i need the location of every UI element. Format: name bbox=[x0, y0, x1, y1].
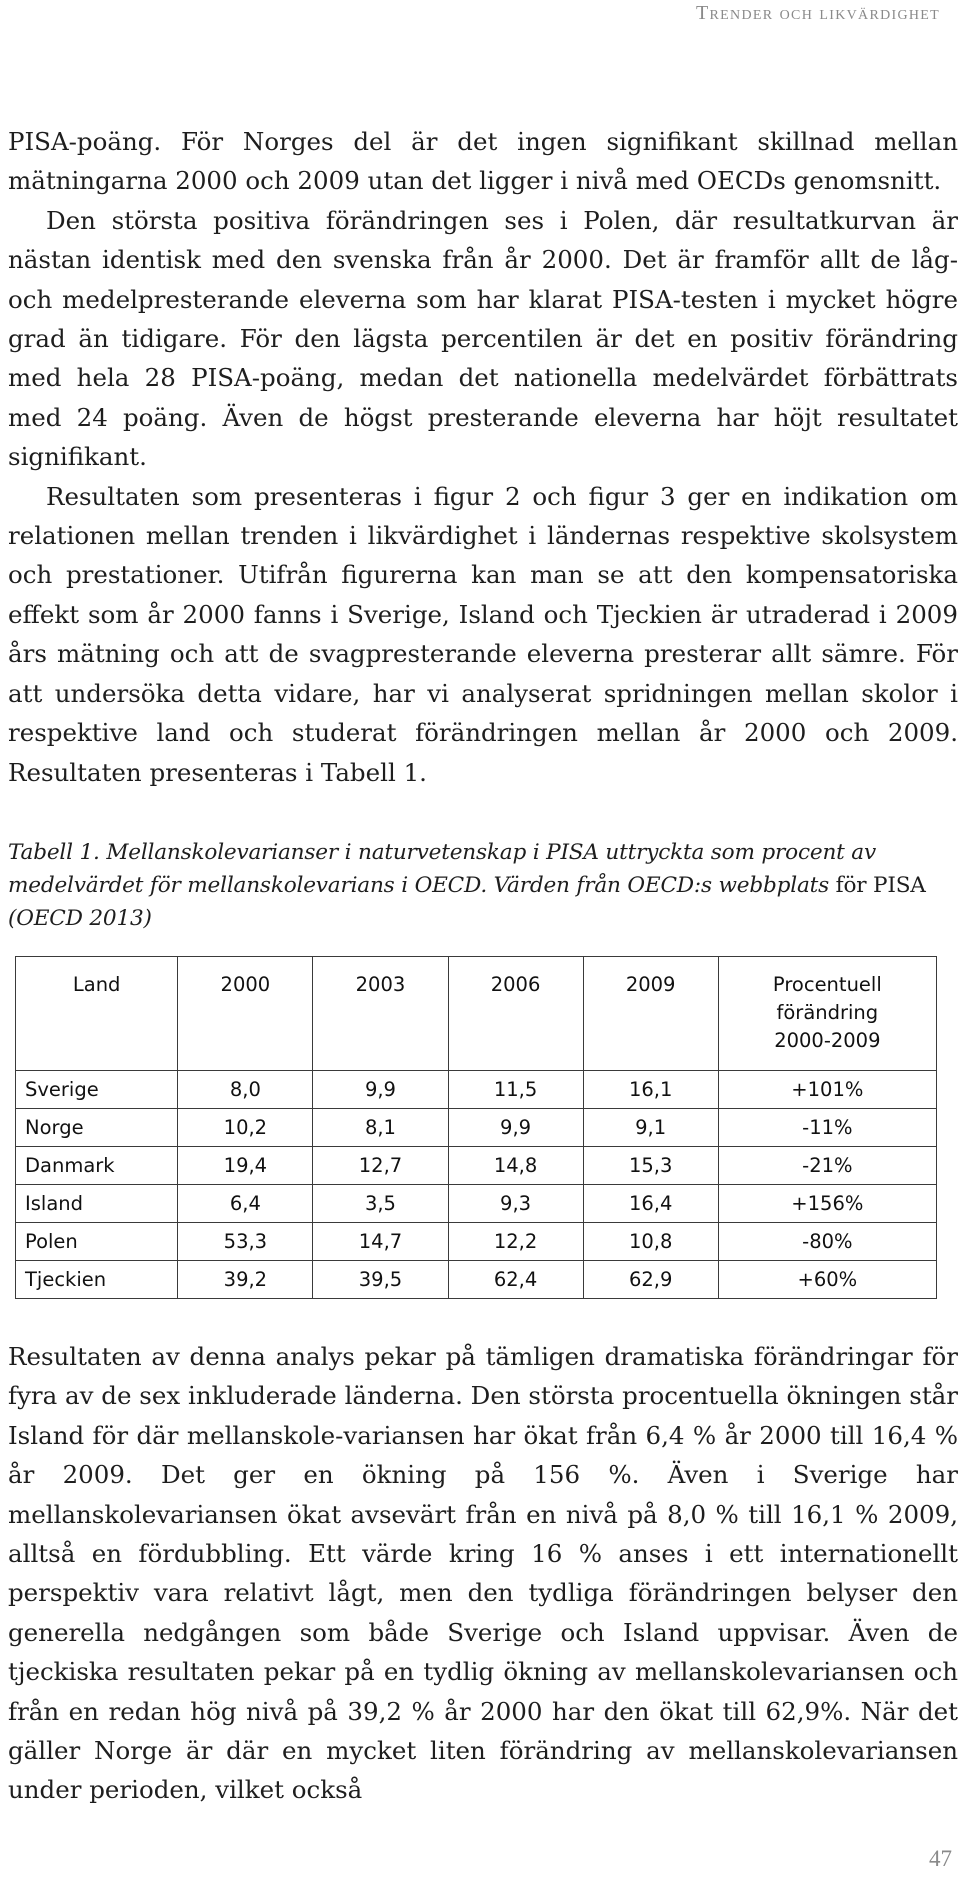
table-cell: +60% bbox=[718, 1261, 936, 1299]
paragraph: PISA-poäng. För Norges del är det ingen signifikant skillnad mellan mätningarna 2000 och 2009 utan det ligger i nivå med OECDs genomsnitt. bbox=[8, 127, 958, 196]
paragraph: Resultaten som presenteras i figur 2 och figur 3 ger en indikation om relationen mellan trenden i likvärdighet i ländernas respektive skolsystem och prestationer. Utifrån figurerna kan man se att den kompensatoriska effekt som år 2000 fanns i Sverige, Island och Tjeckien är utraderad i 2009 års mätning och att de svagpresterande eleverna presterar allt sämre. För att undersöka detta vidare, har vi analyserat spridningen mellan skolor i respektive land och studerat förändringen mellan år 2000 och 2009. Resultaten presenteras i Tabell 1. bbox=[8, 481, 958, 787]
table-cell: 62,4 bbox=[448, 1261, 583, 1299]
table-cell: 6,4 bbox=[178, 1185, 313, 1223]
table-cell: 14,8 bbox=[448, 1147, 583, 1185]
table-row bbox=[16, 1261, 937, 1299]
table-cell: 12,7 bbox=[313, 1147, 448, 1185]
caption-source: (OECD 2013) bbox=[8, 906, 152, 931]
table-cell: 3,5 bbox=[313, 1185, 448, 1223]
table-cell: 12,2 bbox=[448, 1223, 583, 1261]
table-cell: 39,2 bbox=[178, 1261, 313, 1299]
table-cell: 19,4 bbox=[178, 1147, 313, 1185]
table-cell: 14,7 bbox=[313, 1223, 448, 1261]
header-cell-change bbox=[718, 957, 936, 1071]
table-cell: 8,0 bbox=[178, 1071, 313, 1109]
table-cell: Tjeckien bbox=[16, 1261, 178, 1299]
table-cell: 10,8 bbox=[583, 1223, 718, 1261]
table-cell: 9,1 bbox=[583, 1109, 718, 1147]
paragraph: Resultaten av denna analys pekar på tämligen dramatiska förändringar för fyra av de sex inkluderade länderna. Den största procentuella ökningen står Island för där mellanskole-variansen har ökat från 6,4 % år 2000 till 16,4 % år 2009. Det ger en ökning på 156 %. Även i Sverige har mellanskolevariansen ökat avsevärt från en nivå på 8,0 % till 16,1 % 2009, alltså en fördubbling. Ett värde kring 16 % anses i ett internationellt perspektiv vara relativt lågt, men den tydliga förändringen belyser den generella nedgången som både Sverige och Island uppvisar. Även de tjeckiska resultaten pekar på en tydlig ökning av mellanskolevariansen och från en redan hög nivå på 39,2 % år 2000 har den ökat till 62,9%. När det gäller Norge är där en mycket liten förändring av mellanskolevariansen under perioden, vilket också bbox=[8, 1342, 958, 1805]
upper-body-text bbox=[8, 122, 958, 792]
table-cell: 9,3 bbox=[448, 1185, 583, 1223]
table-cell: 11,5 bbox=[448, 1071, 583, 1109]
caption-plain: för PISA bbox=[835, 873, 926, 898]
table-cell: Sverige bbox=[16, 1071, 178, 1109]
table-caption bbox=[8, 836, 958, 935]
header-cell-2003: 2003 bbox=[313, 957, 448, 1071]
table-row bbox=[16, 1223, 937, 1261]
table-cell: +101% bbox=[718, 1071, 936, 1109]
header-cell-2000: 2000 bbox=[178, 957, 313, 1071]
table-row bbox=[16, 1109, 937, 1147]
table-cell: +156% bbox=[718, 1185, 936, 1223]
table-cell: 39,5 bbox=[313, 1261, 448, 1299]
table-row bbox=[16, 1185, 937, 1223]
header-change-label: Procentuell förändring 2000-2009 bbox=[772, 973, 882, 1052]
table-cell: -11% bbox=[718, 1109, 936, 1147]
header-cell-land: Land bbox=[16, 957, 178, 1071]
header-cell-2006: 2006 bbox=[448, 957, 583, 1071]
header-cell-2009: 2009 bbox=[583, 957, 718, 1071]
table-cell: 53,3 bbox=[178, 1223, 313, 1261]
table-cell: Island bbox=[16, 1185, 178, 1223]
running-header: Trender och likvärdighet bbox=[696, 2, 940, 24]
table-cell: Danmark bbox=[16, 1147, 178, 1185]
table-cell: 10,2 bbox=[178, 1109, 313, 1147]
table-cell: 9,9 bbox=[448, 1109, 583, 1147]
table-cell: -21% bbox=[718, 1147, 936, 1185]
paragraph: Den största positiva förändringen ses i Polen, där resultatkurvan är nästan identisk med den svenska från år 2000. Det är framför allt de låg- och medelpresterande eleverna som har klarat PISA-testen i mycket högre grad än tidigare. För den lägsta percentilen är det en positiv förändring med hela 28 PISA-poäng, medan det nationella medelvärdet förbättrats med 24 poäng. Även de högst presterande eleverna har höjt resultatet signifikant. bbox=[8, 205, 958, 472]
table-cell: Polen bbox=[16, 1223, 178, 1261]
table-row bbox=[16, 1071, 937, 1109]
lower-body-text bbox=[8, 1337, 958, 1810]
table-cell: -80% bbox=[718, 1223, 936, 1261]
variance-table bbox=[15, 956, 937, 1299]
table-header-row bbox=[16, 957, 937, 1071]
table-cell: Norge bbox=[16, 1109, 178, 1147]
table-cell: 9,9 bbox=[313, 1071, 448, 1109]
page-number: 47 bbox=[929, 1846, 952, 1871]
caption-title: Tabell 1. Mellanskolevarianser i naturvetenskap i PISA uttryckta som procent av medelvärdet för mellanskolevarians i OECD. Värden från OECD:s webbplats bbox=[8, 840, 876, 898]
table-cell: 16,4 bbox=[583, 1185, 718, 1223]
table-cell: 15,3 bbox=[583, 1147, 718, 1185]
table-cell: 16,1 bbox=[583, 1071, 718, 1109]
table-cell: 8,1 bbox=[313, 1109, 448, 1147]
table-cell: 62,9 bbox=[583, 1261, 718, 1299]
table-row bbox=[16, 1147, 937, 1185]
